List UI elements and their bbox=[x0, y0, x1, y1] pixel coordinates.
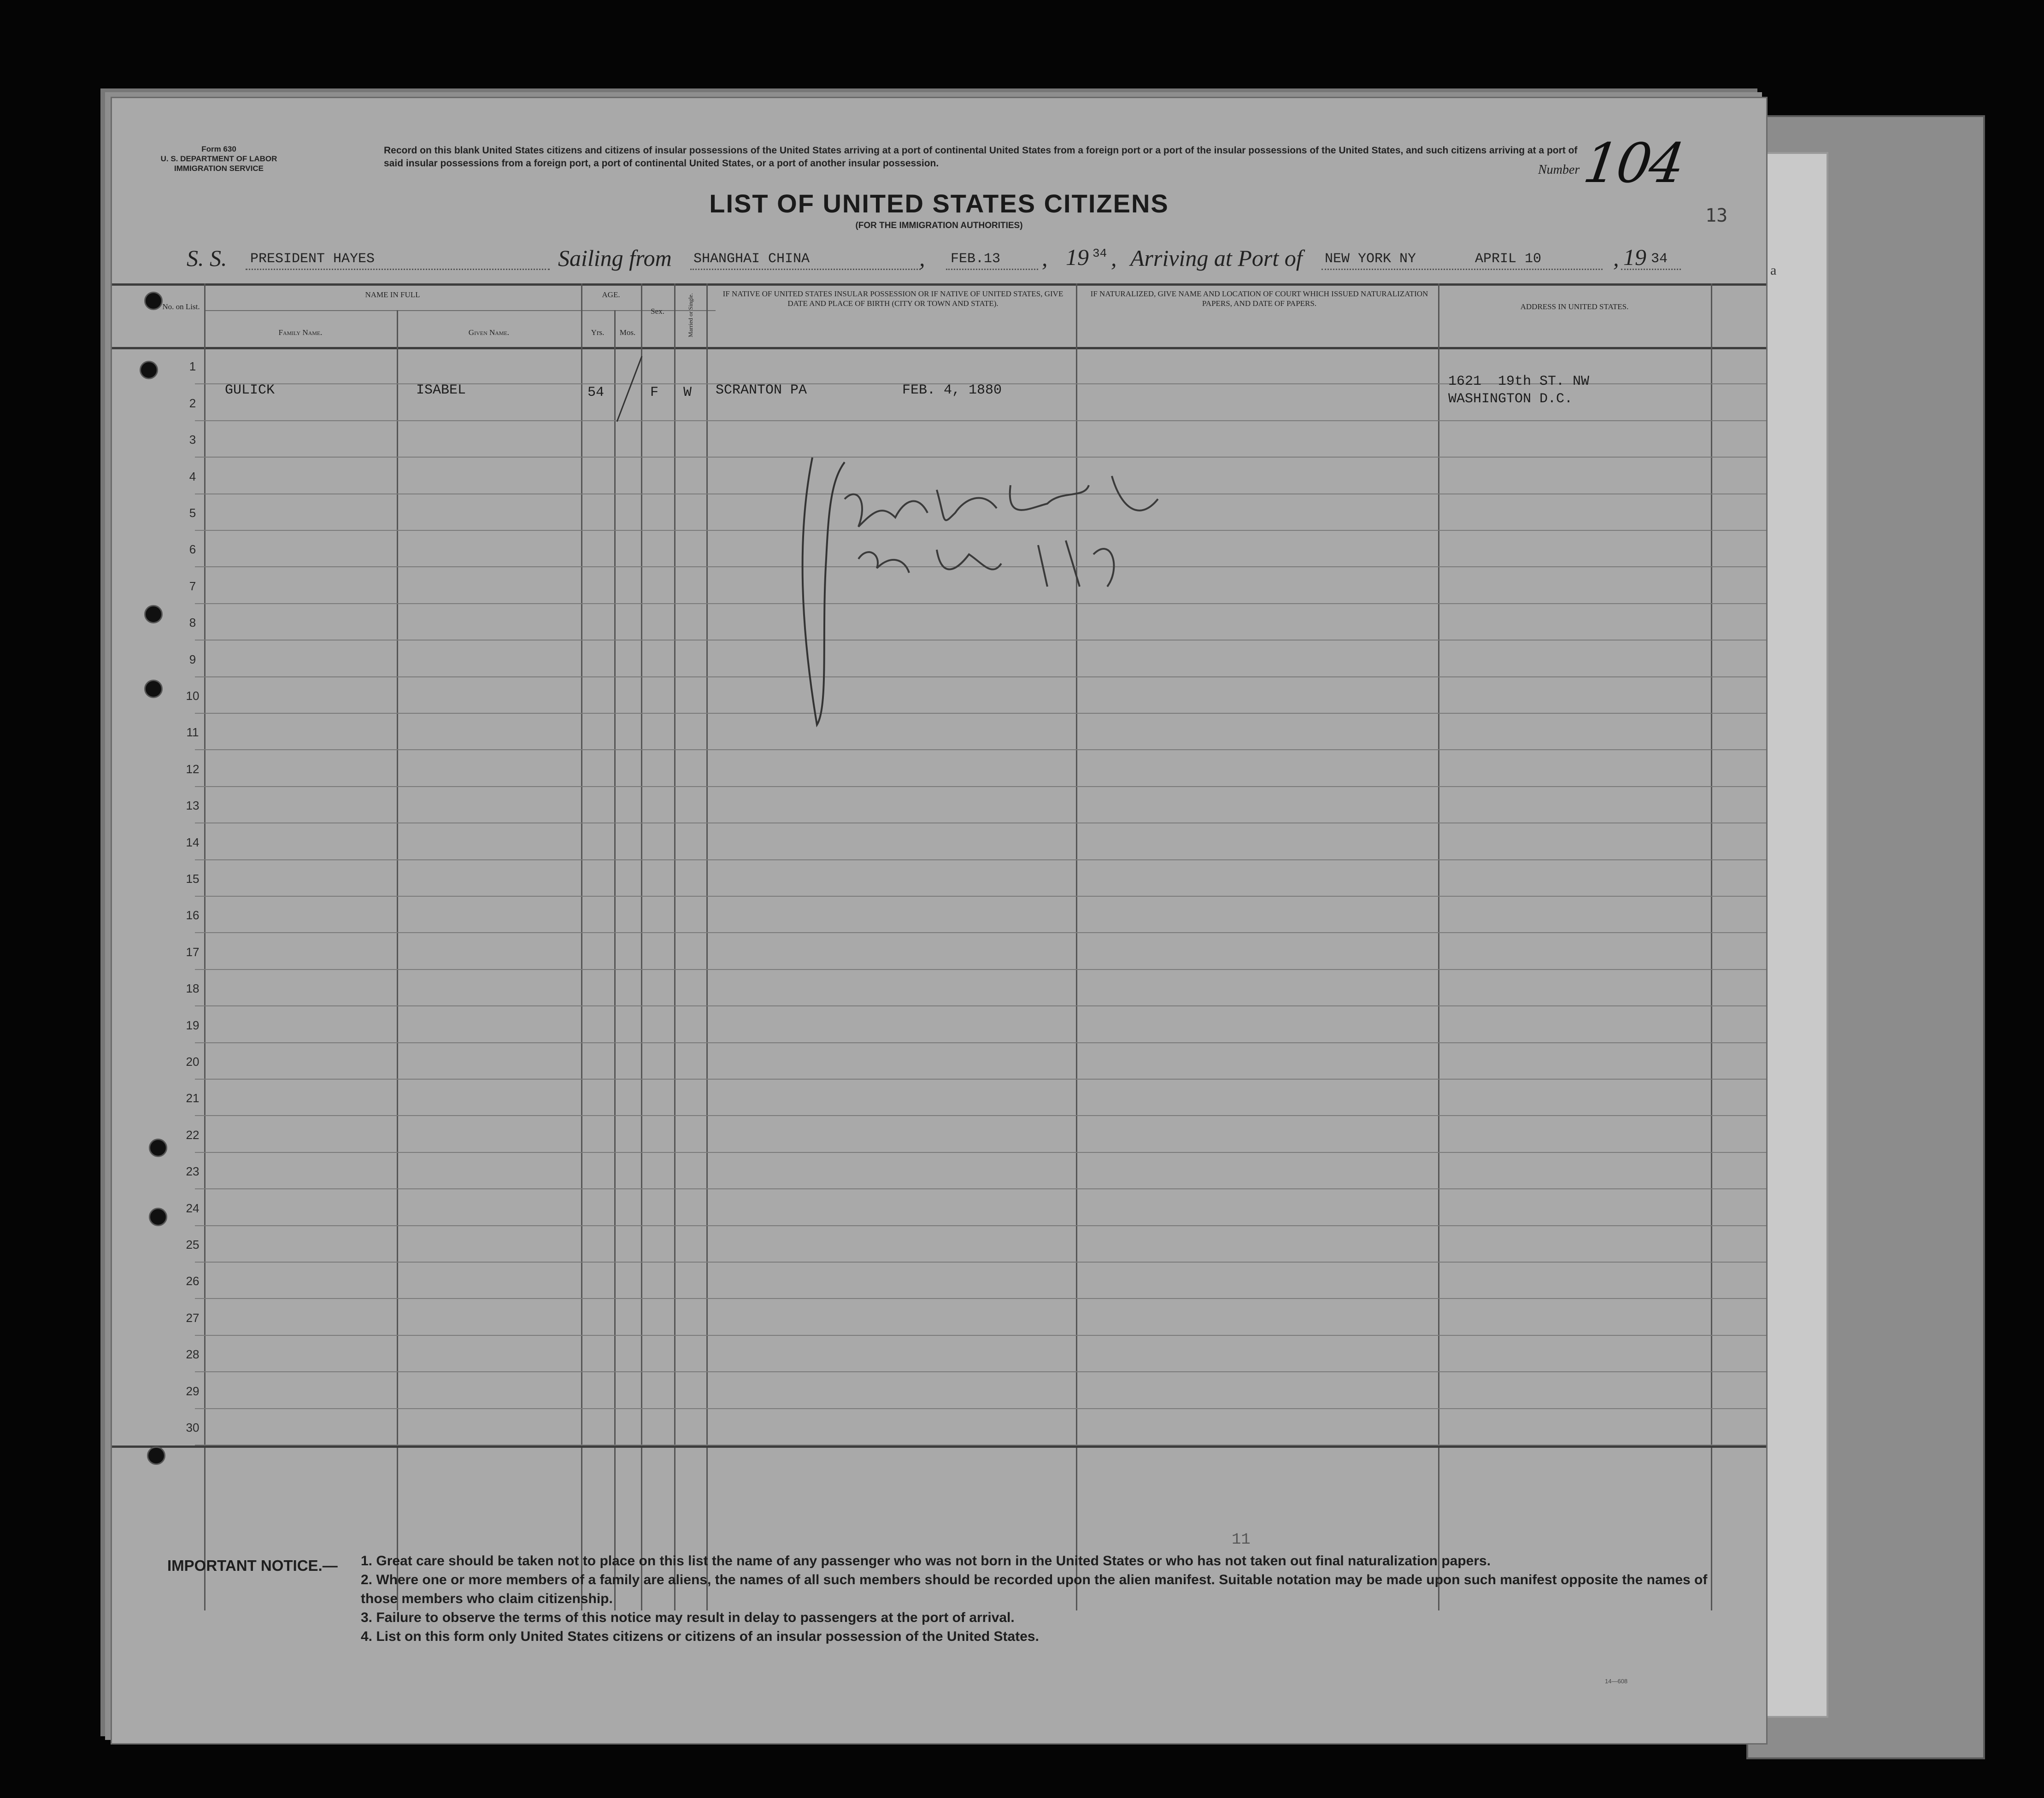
sail-year-prefix: 19 bbox=[1066, 244, 1089, 270]
port-underline bbox=[1322, 269, 1603, 270]
manifest-page: Form 630 U. S. DEPARTMENT OF LABOR IMMIGRATION SERVICE Record on this blank United States citizens and citizens of insular possessions of the United States arriving at a port of continental United States from a foreign port or a port of the insular possessions of the United States, and such citizens arriving at a port of said insular possessions from a foreign port, a port of continental United States, or a port of another insular possession. Number 104 13 LIST OF UNITED STATES CITIZENS (FOR THE IMMIGRATION AUTHORITIES) S. S. PRESIDENT HAYES Sailing from SHANGHAI CHINA , FEB.13 , 19 34 , Arriving at Port of NEW YORK NY APRIL 10 , 19 34 No. on List. NAME IN FULL Family Name. Given Name. AGE. Yrs. Mos. Sex. Married or Single. IF NATIVE OF UNITED STATES INSULAR POSSESSION OR IF NATIVE OF UNITED STATES, GIVE DATE AND PLACE OF BIRTH (CITY OR TOWN AND STATE). IF NATURALIZED, GIVE NAME AND LOCATION OF COURT WHICH ISSUED NATURALIZATION PAPERS, AND DATE OF PAPERS. ADDRESS IN UNITED STATES. 1 2 3 4 5 6 7 8 9 10 11 12 13 14 15 16 17 18 19 20 21 22 23 24 25 26 27 28 29 30 GULICK ISABEL 54 F W SCRANTON PA FEB. 4, 1880 1621 19th ST. NW WASHINGTON D.C. 11 IMPORTANT NOTICE.— 1. Great care should be taken not to place on this list the name of any passenger who was not born in the United States or who has not taken out final naturalization papers. 2. Where one or more members of a family are aliens, the names of all such members should be recorded upon the alien manifest. Suitable notation may be made upon such manifest opposite the names of those members who claim citizenship. 3. Failure to observe the terms of this notice may result in delay to passengers at the port of arrival. 4. List on this form only United States citizens or citizens of an insular possession of the United States. 14—608 bbox=[111, 97, 1768, 1745]
row-number: 19 bbox=[186, 1018, 200, 1032]
row-rule bbox=[195, 1115, 1766, 1116]
row-rule bbox=[195, 859, 1766, 860]
col-married-header: Married or Single. bbox=[687, 293, 694, 337]
col-age-header: AGE. bbox=[602, 290, 620, 299]
col-mos-header: Mos. bbox=[619, 328, 636, 337]
binder-hole bbox=[144, 680, 163, 698]
arrive-year-underline bbox=[1621, 269, 1681, 270]
row-number: 20 bbox=[186, 1055, 200, 1069]
entry-sex: F bbox=[650, 385, 659, 400]
binder-hole bbox=[144, 605, 163, 623]
row-number: 4 bbox=[189, 469, 196, 483]
row-number: 29 bbox=[186, 1384, 200, 1398]
row-rule bbox=[195, 969, 1766, 970]
page-subtitle: (FOR THE IMMIGRATION AUTHORITIES) bbox=[855, 221, 1023, 230]
service: IMMIGRATION SERVICE bbox=[174, 164, 264, 173]
row-rule bbox=[195, 1408, 1766, 1409]
sailing-from: SHANGHAI CHINA bbox=[693, 251, 810, 267]
row-number: 21 bbox=[186, 1091, 200, 1105]
row-number: 5 bbox=[189, 506, 196, 520]
number-label: Number bbox=[1538, 163, 1580, 177]
instructions: Record on this blank United States citizens and citizens of insular possessions of the United States arriving at a port of continental United States from a foreign port or a port of the insular possessions of the United States, and such citizens arriving at a port of said insular possessions from a foreign port, a port of continental United States, or a port of another insular possession. bbox=[384, 145, 1578, 169]
row-rule bbox=[195, 1152, 1766, 1153]
arrive-year: 34 bbox=[1651, 251, 1668, 267]
sail-date-underline bbox=[946, 269, 1038, 270]
row-number: 25 bbox=[186, 1238, 200, 1252]
col-divider bbox=[1438, 283, 1439, 1610]
entry-birth-place: SCRANTON PA bbox=[716, 382, 807, 398]
row-rule bbox=[195, 420, 1766, 421]
entry-address-line2: WASHINGTON D.C. bbox=[1448, 391, 1573, 407]
col-divider bbox=[674, 283, 675, 1610]
entry-address-line1: 1621 19th ST. NW bbox=[1448, 374, 1590, 389]
entry-given-name: ISABEL bbox=[416, 382, 466, 398]
page-title: LIST OF UNITED STATES CITIZENS bbox=[709, 189, 1169, 218]
col-native-header: IF NATIVE OF UNITED STATES INSULAR POSSESSION OR IF NATIVE OF UNITED STATES, GIVE DATE AND PLACE OF BIRTH (CITY OR TOWN AND STATE). bbox=[722, 289, 1063, 308]
entry-family-name: GULICK bbox=[225, 382, 275, 398]
sailing-label: Sailing from bbox=[558, 245, 672, 271]
col-yrs-header: Yrs. bbox=[591, 328, 605, 337]
row-rule bbox=[195, 786, 1766, 787]
sailing-underline bbox=[690, 269, 921, 270]
ship-name: PRESIDENT HAYES bbox=[250, 251, 375, 267]
table-top-rule bbox=[112, 283, 1766, 286]
name-subheader-rule bbox=[204, 310, 716, 311]
row-number: 12 bbox=[186, 762, 200, 776]
col-given-header: Given Name. bbox=[468, 328, 510, 337]
sail-date: FEB.13 bbox=[951, 251, 1001, 267]
notice-item-2: 2. Where one or more members of a family are aliens, the names of all such members should be recorded upon the alien manifest. Suitable notation may be made upon such manifest opposite the names of those members who claim citizenship. bbox=[361, 1572, 1708, 1606]
row-number: 6 bbox=[189, 542, 196, 557]
col-address-header: ADDRESS IN UNITED STATES. bbox=[1520, 302, 1629, 311]
row-number: 9 bbox=[189, 652, 196, 666]
form-code: 14—608 bbox=[1605, 1678, 1628, 1685]
form-number: Form 630 bbox=[201, 145, 236, 153]
stamp-number: 13 bbox=[1705, 205, 1728, 226]
row-number: 8 bbox=[189, 616, 196, 630]
row-rule bbox=[195, 1371, 1766, 1372]
notice-item-1: 1. Great care should be taken not to place on this list the name of any passenger who was not born in the United States or who has not taken out final naturalization papers. bbox=[361, 1553, 1491, 1569]
row-number: 10 bbox=[186, 689, 200, 703]
row-number: 16 bbox=[186, 908, 200, 923]
department: U. S. DEPARTMENT OF LABOR bbox=[160, 154, 277, 163]
entry-birth-date: FEB. 4, 1880 bbox=[902, 382, 1002, 398]
row-number: 17 bbox=[186, 945, 200, 959]
list-number: 104 bbox=[1580, 131, 1687, 195]
col-divider bbox=[614, 310, 616, 1610]
row-number: 15 bbox=[186, 872, 200, 886]
col-divider bbox=[581, 283, 582, 1610]
binder-hole bbox=[149, 1139, 167, 1157]
arriving-label: Arriving at Port of bbox=[1130, 245, 1303, 271]
notice-item-3: 3. Failure to observe the terms of this notice may result in delay to passengers at the port of arrival. bbox=[361, 1610, 1015, 1625]
form-identity bbox=[145, 144, 293, 173]
row-number: 30 bbox=[186, 1421, 200, 1434]
row-rule bbox=[195, 896, 1766, 897]
row-number: 28 bbox=[186, 1347, 200, 1362]
arrive-year-prefix: 19 bbox=[1623, 244, 1646, 270]
row30-mark: 11 bbox=[1232, 1531, 1251, 1549]
col-divider bbox=[641, 283, 642, 1610]
row-number: 24 bbox=[186, 1201, 200, 1215]
row-number: 11 bbox=[186, 725, 199, 740]
age-slash-mark bbox=[614, 353, 646, 426]
row-number: 3 bbox=[189, 433, 196, 447]
col-divider bbox=[397, 310, 398, 1610]
binder-hole bbox=[140, 361, 158, 379]
row-number: 7 bbox=[189, 579, 196, 593]
row-number: 1 bbox=[189, 359, 196, 374]
arrival-port: NEW YORK NY bbox=[1325, 251, 1416, 267]
entry-marital: W bbox=[683, 385, 692, 400]
row-number: 22 bbox=[186, 1128, 200, 1142]
row-number: 27 bbox=[186, 1310, 200, 1325]
inspector-signature bbox=[789, 448, 1204, 743]
col-divider bbox=[706, 283, 708, 1610]
binder-hole bbox=[149, 1208, 167, 1226]
row-rule bbox=[195, 1298, 1766, 1299]
arrive-date: APRIL 10 bbox=[1475, 251, 1542, 267]
header-bottom-rule bbox=[112, 347, 1766, 349]
row-number: 14 bbox=[186, 835, 200, 849]
entry-age: 54 bbox=[587, 385, 605, 400]
row-rule bbox=[195, 1188, 1766, 1189]
notice-title: IMPORTANT NOTICE.— bbox=[167, 1557, 338, 1574]
row-number: 13 bbox=[186, 799, 200, 813]
col-divider bbox=[1711, 283, 1712, 1610]
row-number: 2 bbox=[189, 396, 196, 410]
col-sex-header: Sex. bbox=[651, 307, 664, 316]
row-rule bbox=[195, 1042, 1766, 1043]
back-page-edge bbox=[1765, 152, 1828, 1718]
table-bottom-rule bbox=[112, 1445, 1766, 1448]
side-letter: a bbox=[1770, 263, 1777, 278]
col-name-header: NAME IN FULL bbox=[365, 290, 420, 299]
col-family-header: Family Name. bbox=[278, 328, 323, 337]
binder-hole bbox=[144, 292, 163, 310]
row-rule bbox=[195, 1335, 1766, 1336]
row-rule bbox=[195, 1005, 1766, 1006]
ship-underline bbox=[246, 269, 550, 270]
row-rule bbox=[195, 1225, 1766, 1226]
row-number: 18 bbox=[186, 981, 200, 996]
row-number: 23 bbox=[186, 1164, 200, 1179]
row-number: 26 bbox=[186, 1274, 200, 1288]
row-rule bbox=[195, 1079, 1766, 1080]
sail-year: 34 bbox=[1092, 247, 1107, 260]
notice-items bbox=[361, 1551, 1734, 1646]
ss-label: S. S. bbox=[187, 245, 227, 271]
row-rule bbox=[195, 1262, 1766, 1263]
binder-hole bbox=[147, 1446, 165, 1465]
col-no-header: No. on List. bbox=[162, 302, 200, 311]
row-rule bbox=[195, 932, 1766, 933]
notice-item-4: 4. List on this form only United States citizens or citizens of an insular possession of the United States. bbox=[361, 1629, 1039, 1644]
row-rule bbox=[195, 749, 1766, 750]
col-naturalized-header: IF NATURALIZED, GIVE NAME AND LOCATION OF COURT WHICH ISSUED NATURALIZATION PAPERS, AND DATE OF PAPERS. bbox=[1090, 289, 1428, 308]
